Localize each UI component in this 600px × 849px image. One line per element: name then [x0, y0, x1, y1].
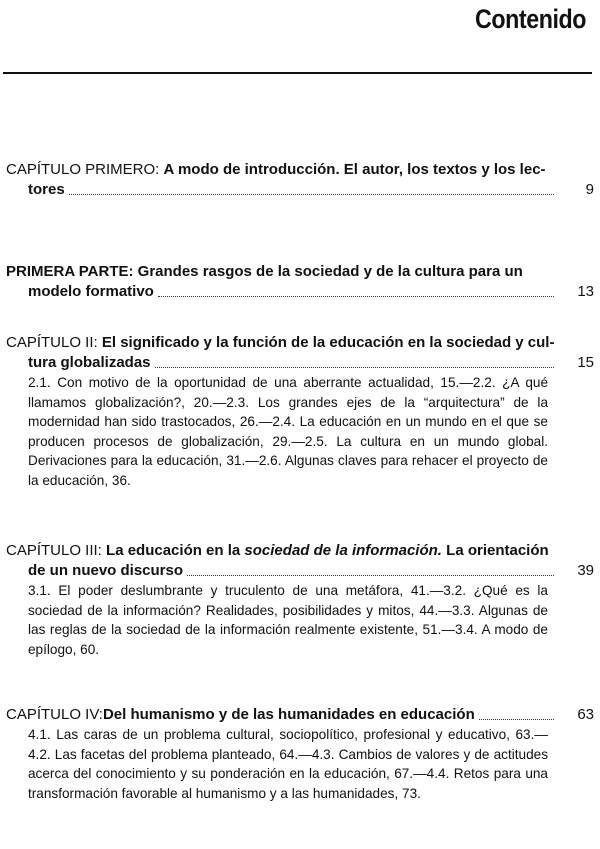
toc-entry-prefix: CAPÍTULO PRIMERO: — [6, 161, 164, 178]
toc-entry-title-cont: tores — [28, 181, 65, 198]
toc-entry-prefix: CAPÍTULO III: — [6, 542, 107, 559]
toc-entry-summary: 4.1. Las caras de un problema cultural, sociopolítico, profesional y educativo, 63.—4.2. Las facetas del problema planteado, 64.—4.3. Cambios de valores y de actitudes acerca del conocimiento y su ponderación en la educación, 67.—4.4. Retos para una transformación favorable al humanismo y a las humanidades, 73. — [28, 727, 548, 801]
toc-entry-prefix: CAPÍTULO II: — [6, 334, 102, 351]
toc-entry-heading-cont — [6, 180, 594, 200]
toc-entry-title-cont: tura globalizadas — [28, 354, 151, 371]
toc-entry-heading — [6, 160, 594, 180]
leader-dots — [187, 575, 554, 576]
toc-entry-prefix: CAPÍTULO IV: — [6, 706, 103, 723]
toc-page-number: 39 — [577, 562, 594, 579]
toc-entry-title: Del humanismo y de las humanidades en educación — [102, 706, 475, 723]
toc-entry-title: Grandes rasgos de la sociedad y de la cultura para un — [137, 263, 523, 280]
leader-dots — [158, 296, 554, 297]
leader-dots — [69, 194, 554, 195]
toc-entry-chapter-2[interactable] — [6, 333, 594, 490]
toc-entry-summary: 2.1. Con motivo de la oportunidad de una aberrante actualidad, 15.—2.2. ¿A qué llamamos globalización?, 20.—2.3. Los grandes ejes de la “arquitectura” de la modernidad han sido trastocados, 26.—2.4. La educación en un mundo en el que se producen procesos de globalización, 29.—2.5. La cultura en un mundo global. Derivaciones para la educación, 31.—2.6. Algunas claves para rehacer el proyecto de la educación, 36. — [28, 375, 548, 488]
toc-entry-summary: 3.1. El poder deslumbrante y truculento de una metáfora, 41.—3.2. ¿Qué es la sociedad de la información? Realidades, posibilidades y mitos, 44.—3.3. Algunas de las reglas de la sociedad de la información realmente existente, 51.—3.4. A modo de epílogo, 60. — [28, 583, 548, 657]
toc-entry-heading — [6, 541, 594, 561]
toc-page-number: 9 — [585, 181, 594, 198]
toc-entry-chapter-3[interactable] — [6, 541, 594, 659]
header-rule — [3, 72, 592, 74]
toc-entry-title-part-a: La educación en la — [106, 542, 245, 559]
toc-page-number: 13 — [577, 283, 594, 300]
toc-entry-heading-cont — [6, 353, 594, 373]
toc-entry-title-cont: de un nuevo discurso — [28, 562, 184, 579]
toc-entry-title-part-c: La orientación — [441, 542, 549, 559]
page-title: Contenido — [475, 4, 586, 34]
toc-entry-title: El significado y la función de la educación en la sociedad y cul- — [101, 334, 555, 351]
toc-page-number: 15 — [577, 354, 594, 371]
toc-entry-chapter-4[interactable] — [6, 705, 594, 803]
toc-entry-heading-cont — [6, 282, 594, 302]
leader-dots — [479, 719, 554, 720]
leader-dots — [155, 367, 554, 368]
toc-entry-title-italic: sociedad de la información. — [244, 542, 442, 559]
toc-entry-title-cont: modelo formativo — [28, 283, 154, 300]
toc-entry-heading-cont — [6, 561, 594, 581]
toc-entry-heading — [6, 333, 594, 353]
toc-page-number: 63 — [577, 706, 594, 723]
toc-entry-part-1[interactable] — [6, 262, 594, 302]
toc-entry-prefix: PRIMERA PARTE: — [6, 263, 138, 280]
toc-entry-heading — [6, 705, 594, 725]
toc-entry-title: A modo de introducción. El autor, los textos y los lec- — [163, 161, 546, 178]
toc-entry-chapter-1[interactable] — [6, 160, 594, 200]
toc-entry-heading — [6, 262, 594, 282]
